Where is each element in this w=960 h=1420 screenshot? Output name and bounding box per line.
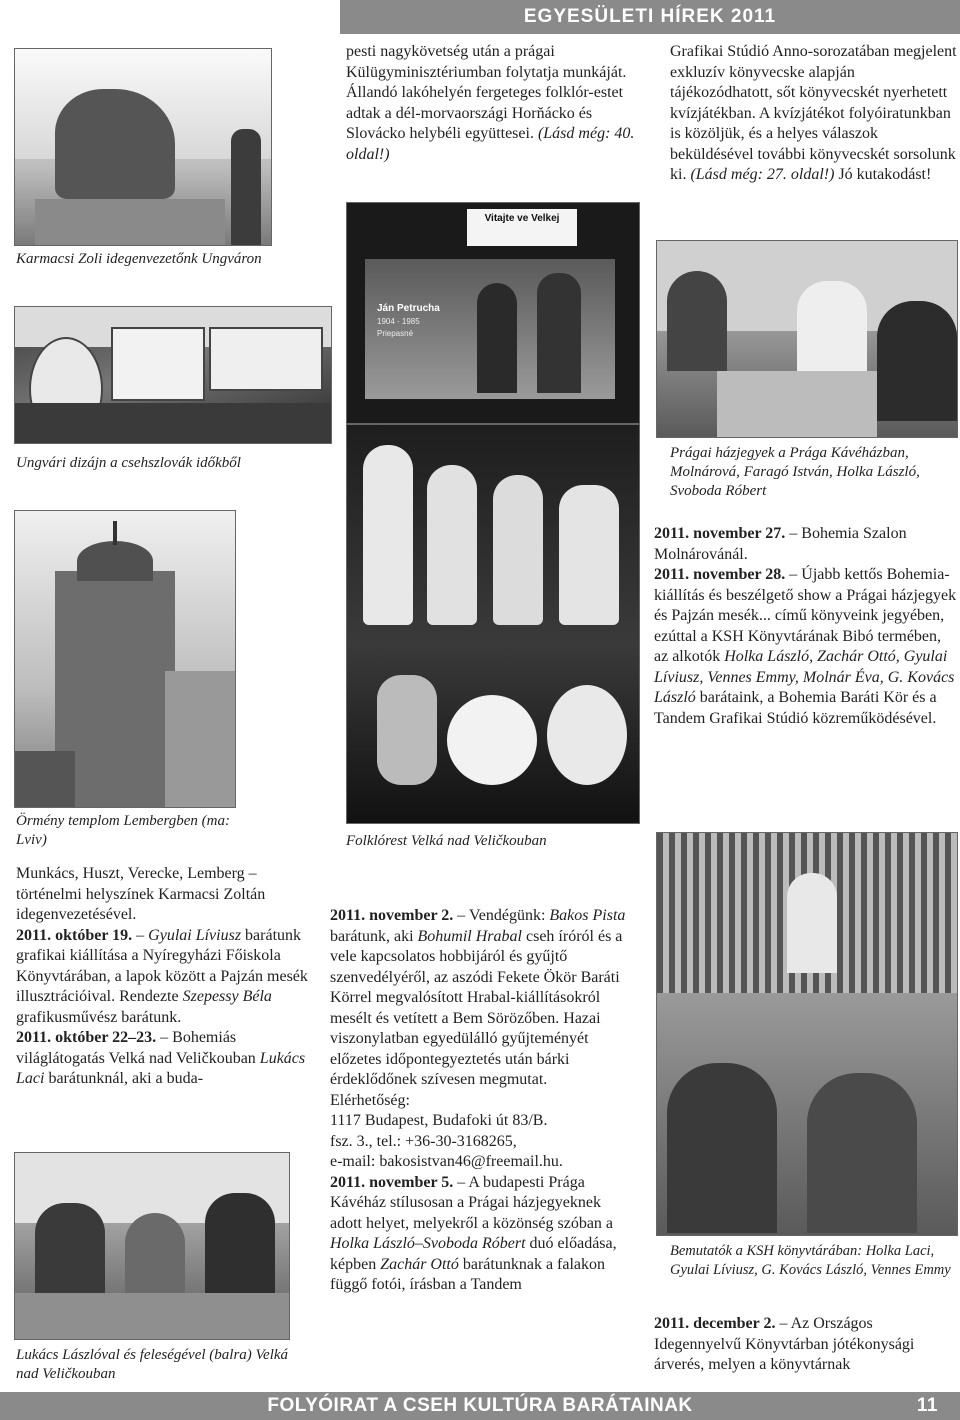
caption-folklor: Folklórest Velká nad Veličkouban xyxy=(346,833,547,849)
col1-intro: Munkács, Huszt, Verecke, Lemberg – történelmi helyszínek Karmacsi Zoltán idegenvezetésével. xyxy=(16,865,266,923)
entry-text: – Az Országos Idegennyelvű Könyvtárban jótékonysági árverés, melyen a könyvtárnak xyxy=(654,1315,915,1373)
email-line: e-mail: bakosistvan46@freemail.hu. xyxy=(330,1153,563,1170)
person-name: Bakos Pista xyxy=(549,907,626,924)
entry-text: – Bohemiás világlátogatás Velká nad Veličkouban xyxy=(16,1029,260,1067)
entry-text: – Vendégünk: xyxy=(453,907,550,924)
person-name: Holka László–Svoboda Róbert xyxy=(330,1235,526,1252)
sign-vitajte: Vitajte ve Velkej xyxy=(467,209,577,246)
photo-label-years: 1904 - 1985 xyxy=(377,317,420,326)
photo-hazjegyek xyxy=(656,240,958,438)
col3-text xyxy=(654,524,958,729)
entry-date: 2011. november 27. xyxy=(654,525,786,542)
entry-text: barátunknak a falakon függő fotói, írásban a Tandem xyxy=(330,1255,606,1293)
person-name: Gyulai Líviusz xyxy=(148,926,242,944)
section-header: EGYESÜLETI HÍREK 2011 xyxy=(340,0,960,34)
entry-text: – A budapesti Prága Kávéház stílusosan a Prágai házjegyeknek adott helyet, melyekről a közönség szóban a xyxy=(330,1173,614,1232)
photo-folklor xyxy=(346,424,640,824)
entry-nov27 xyxy=(654,524,958,565)
entry-nov5 xyxy=(330,1173,630,1296)
page-reference: (Lásd még: 27. oldal!) xyxy=(690,166,835,183)
col2-text xyxy=(330,906,630,1296)
entry-text: grafikusművész barátunk. xyxy=(16,1008,182,1026)
caption-hazjegyek: Prágai házjegyek a Prága Kávéházban, Molnárová, Faragó István, Holka László, Svoboda Róbert xyxy=(670,445,920,499)
entry-text: duó előadása, képben xyxy=(330,1235,617,1273)
entry-text: cseh íróról és a vele kapcsolatos hobbijáról és gyűjtő szenvedélyéről, az aszódi Fekete Ökör Baráti Körrel megvalósított Hrabal-kiállításokról mesélt és vetített a Bem Sörözőben. Hazai viszonylatban egyedülálló gyűjteményét előzetes időpontegyeztetés után bárki érdeklődőnek szívesen megmutat. Elérhetőség: xyxy=(330,927,623,1109)
entry-date: 2011. november 2. xyxy=(330,907,454,924)
entry-dec2 xyxy=(654,1314,958,1376)
address-line: 1117 Budapest, Budafoki út 83/B. xyxy=(330,1112,548,1129)
photo-armenian-church xyxy=(14,510,236,808)
entry-nov2 xyxy=(330,906,630,1111)
caption-ungvar-guide: Karmacsi Zoli idegenvezetőnk Ungváron xyxy=(16,251,262,267)
continued-text: pesti nagykövetség után a prágai Külügyminisztériumban folytatja munkáját. Állandó lakóhelyén fergeteges folklór-estet adtak a dél-morvaországi Horňácko és Slovácko helybéli együttesei. xyxy=(346,43,627,142)
continued-text: Grafikai Stúdió Anno-sorozatában megjelent exkluzív könyvecske alapján tájékozódhatott, sőt könyvecskét nyerhetett kvízjátékban. A kvízjátékot folyóiratunkban is közöljük, és a helyes válaszok beküldésével további könyvecskét sorsolunk ki. xyxy=(670,43,957,183)
page-footer xyxy=(0,1392,960,1420)
photo-ksh xyxy=(656,832,958,1236)
col2-top-text xyxy=(346,42,642,165)
entry-oct19 xyxy=(16,926,312,1029)
page-reference: (Lásd még: 40. oldal!) xyxy=(346,125,635,163)
entry-text: – Újabb kettős Bohemia-kiállítás és beszélgető show a Prágai házjegyek és Pajzán mesék... című könyveink jegyében, ezúttal a KSH Könyvtárának Bibó termében, az alkotók xyxy=(654,566,957,665)
caption-lukacs: Lukács Lászlóval és feleségével (balra) Velká nad Veličkouban xyxy=(16,1347,289,1382)
entry-date: 2011. október 22–23. xyxy=(16,1029,157,1046)
photo-label-place: Priepasné xyxy=(377,329,414,338)
entry-oct22 xyxy=(16,1028,312,1090)
entry-text: barátaink, a Bohemia Baráti Kör és a Tandem Grafikai Stúdió közreműködésével. xyxy=(654,689,937,727)
page-number: 11 xyxy=(916,1395,938,1416)
photo-ungvar-design xyxy=(14,306,332,444)
entry-text: barátunknál, aki a buda- xyxy=(44,1070,204,1087)
person-name: Bohumil Hrabal xyxy=(417,927,522,945)
entry-text: barátunk, aki xyxy=(330,927,418,945)
person-name: Szepessy Béla xyxy=(182,988,272,1005)
entry-date: 2011. november 5. xyxy=(330,1173,454,1191)
caption-ungvar-design: Ungvári dizájn a csehszlovák időkből xyxy=(16,455,241,471)
person-name: Lukács Laci xyxy=(16,1049,306,1087)
entry-text: – Bohemia Szalon Molnárovánál. xyxy=(654,525,907,563)
photo-petrucha-screen xyxy=(346,202,640,424)
entry-date: 2011. december 2. xyxy=(654,1315,776,1332)
photo-label-name: Ján Petrucha xyxy=(377,303,440,314)
journal-title: FOLYÓIRAT A CSEH KULTÚRA BARÁTAINAK xyxy=(267,1395,693,1416)
col3-bottom-text xyxy=(654,1314,958,1376)
col1-text xyxy=(16,864,312,1090)
entry-date: 2011. november 28. xyxy=(654,566,786,583)
entry-text: barátunk grafikai kiállítása a Nyíregyházi Főiskola Könyvtárában, a lapok között a Pajzán mesék illusztrációival. Rendezte xyxy=(16,926,308,1005)
entry-date: 2011. október 19. xyxy=(16,926,133,944)
continued-text: Jó kutakodást! xyxy=(834,166,932,183)
col3-top-text xyxy=(670,42,958,186)
caption-ksh: Bemutatók a KSH könyvtárában: Holka Laci, Gyulai Líviusz, G. Kovács László, Vennes Emmy xyxy=(670,1243,951,1278)
person-name: Zachár Ottó xyxy=(380,1255,459,1273)
photo-lukacs xyxy=(14,1152,290,1340)
entry-dash: – xyxy=(132,926,149,944)
caption-armenian-church: Örmény templom Lembergben (ma: Lviv) xyxy=(16,813,230,848)
address-line: fsz. 3., tel.: +36-30-3168265, xyxy=(330,1132,517,1150)
photo-ungvar-guide xyxy=(14,48,272,246)
person-names: Holka László, Zachár Ottó, Gyulai Líviusz, Vennes Emmy, Molnár Éva, G. Kovács László xyxy=(654,648,955,706)
entry-nov28 xyxy=(654,565,958,729)
